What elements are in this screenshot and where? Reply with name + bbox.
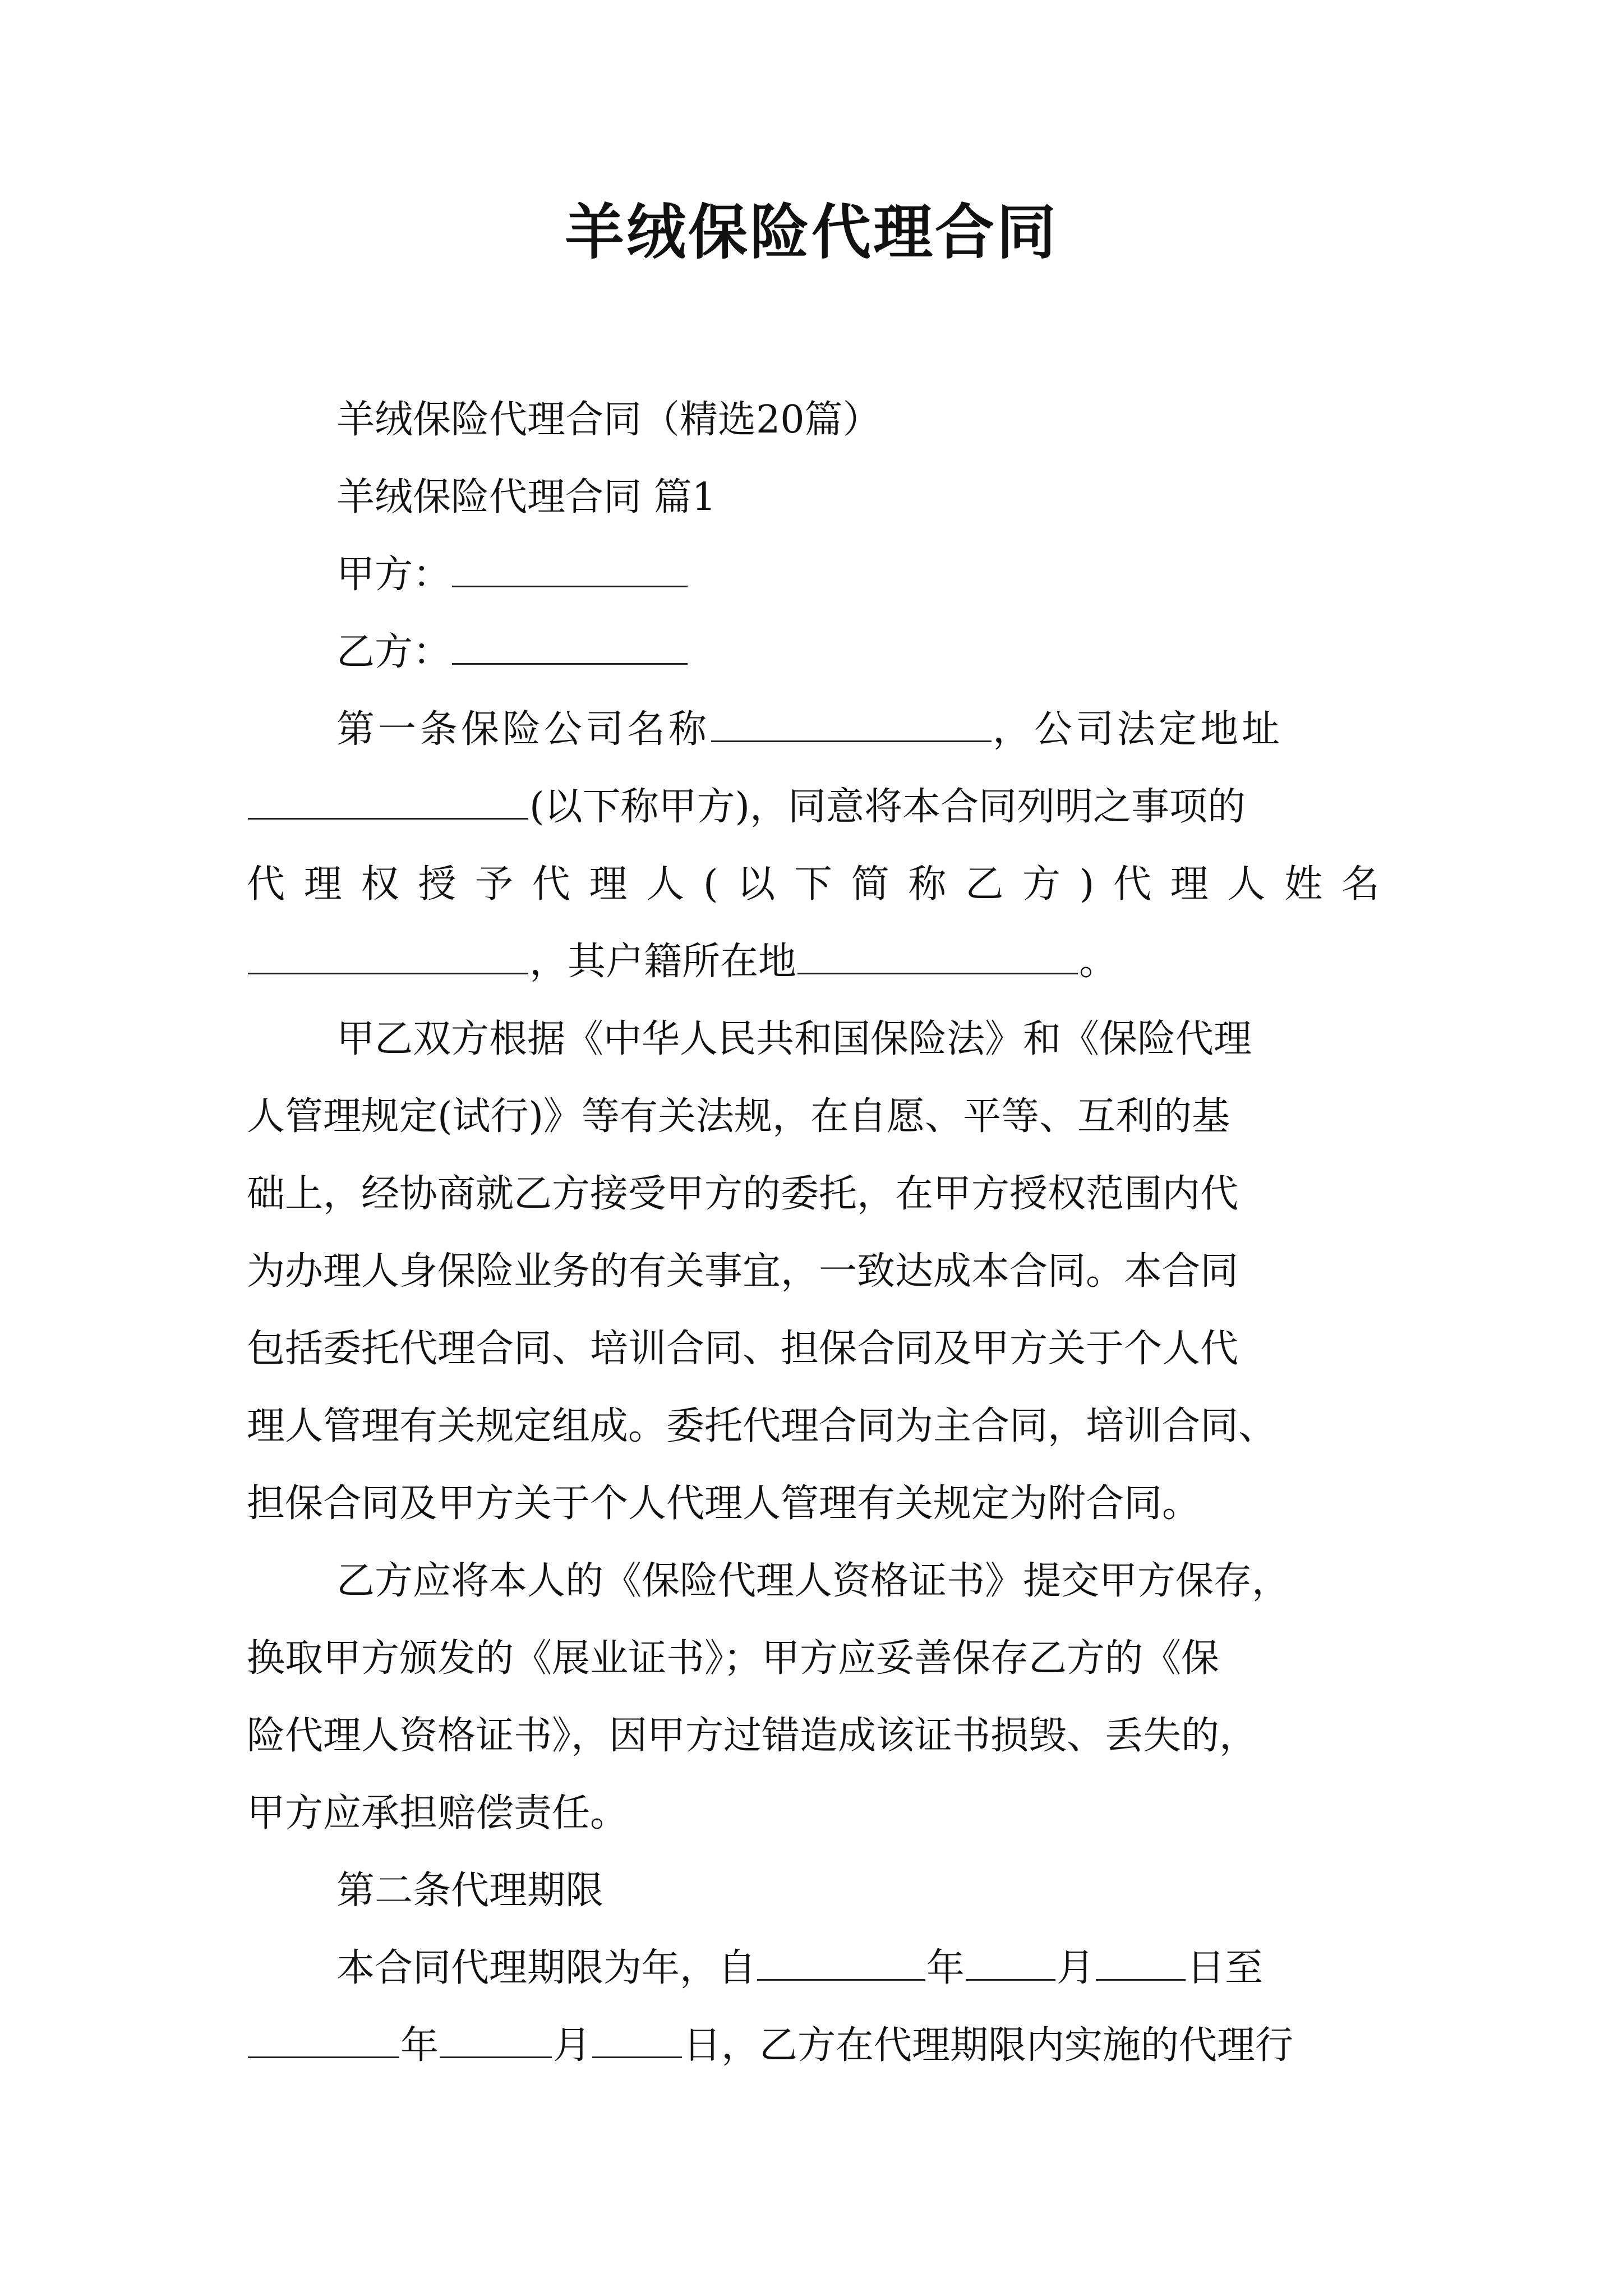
agent-name-blank: [248, 932, 528, 974]
clause1-text-b: ，公司法定地址: [993, 707, 1284, 752]
para3-line: 换取甲方颁发的《展业证书》；甲方应妥善保存乙方的《保: [247, 1636, 1220, 1681]
month-label: 月: [1057, 1946, 1095, 1990]
para2-line: 包括委托代理合同、培训合同、担保合同及甲方关于个人代: [247, 1327, 1239, 1371]
clause2-line1: [336, 1930, 1263, 2007]
company-name-blank: [711, 700, 992, 742]
start-day-blank: [1096, 1939, 1186, 1981]
day-to-label: 日至: [1187, 1946, 1264, 1990]
para2-line: 担保合同及甲方关于个人代理人管理有关规定为附合同。: [247, 1481, 1201, 1526]
clause1-line2: [247, 769, 1380, 846]
clause1-line1: [336, 691, 1380, 769]
clause2-heading: 第二条代理期限: [336, 1869, 604, 1913]
company-address-blank: [248, 777, 528, 820]
para3-line: 乙方应将本人的《保险代理人资格证书》提交甲方保存，: [336, 1559, 1290, 1603]
clause1-text-d: ，其户籍所在地: [529, 940, 797, 984]
para2-line: 理人管理有关规定组成。委托代理合同为主合同，培训合同、: [247, 1404, 1277, 1448]
clause2-text-b: ，乙方在代理期限内实施的代理行: [721, 2023, 1294, 2068]
start-year-blank: [757, 1939, 925, 1981]
document-subtitle: 羊绒保险代理合同（精选20篇）: [336, 398, 881, 442]
year-label: 年: [926, 1946, 965, 1990]
para3-line: 险代理人资格证书》，因甲方过错造成该证书损毁、丢失的，: [247, 1714, 1258, 1758]
clause2-text-a: 本合同代理期限为年，自: [336, 1946, 757, 1990]
party-b-blank: [452, 623, 688, 665]
clause1-text-c: (以下称甲方)，同意将本合同列明之事项的: [529, 785, 1246, 829]
end-day-blank: [592, 2016, 682, 2058]
para2-line: 为办理人身保险业务的有关事宜，一致达成本合同。本合同: [247, 1249, 1239, 1294]
end-month-blank: [440, 2016, 552, 2058]
day-label: 日: [683, 2023, 722, 2068]
clause1-line4: [247, 923, 1117, 1001]
party-a-blank: [452, 545, 688, 587]
document-title: 羊绒保险代理合同: [565, 198, 1058, 267]
para2-line: 人管理规定(试行)》等有关法规，在自愿、平等、互利的基: [247, 1094, 1230, 1139]
party-a-label: 甲方：: [336, 553, 451, 597]
para3-line: 甲方应承担赔偿责任。: [247, 1791, 629, 1835]
section-heading: 羊绒保险代理合同 篇1: [336, 475, 716, 519]
year-label: 年: [400, 2023, 439, 2068]
clause1-text-e: 。: [1079, 940, 1118, 984]
clause1-line3: 代理权授予代理人(以下简称乙方)代理人姓名: [247, 862, 1380, 907]
party-b-label: 乙方：: [336, 630, 451, 674]
start-month-blank: [966, 1939, 1055, 1981]
para2-line: 甲乙双方根据《中华人民共和国保险法》和《保险代理: [336, 1017, 1252, 1061]
para2-line: 础上，经协商就乙方接受甲方的委托，在甲方授权范围内代: [247, 1172, 1239, 1216]
clause1-text-a: 第一条保险公司名称: [336, 707, 711, 752]
clause2-line2: [247, 2007, 1293, 2085]
party-a-line: [336, 536, 689, 614]
party-b-line: [336, 614, 689, 691]
end-year-blank: [248, 2016, 399, 2058]
month-label: 月: [553, 2023, 592, 2068]
domicile-blank: [797, 932, 1078, 974]
